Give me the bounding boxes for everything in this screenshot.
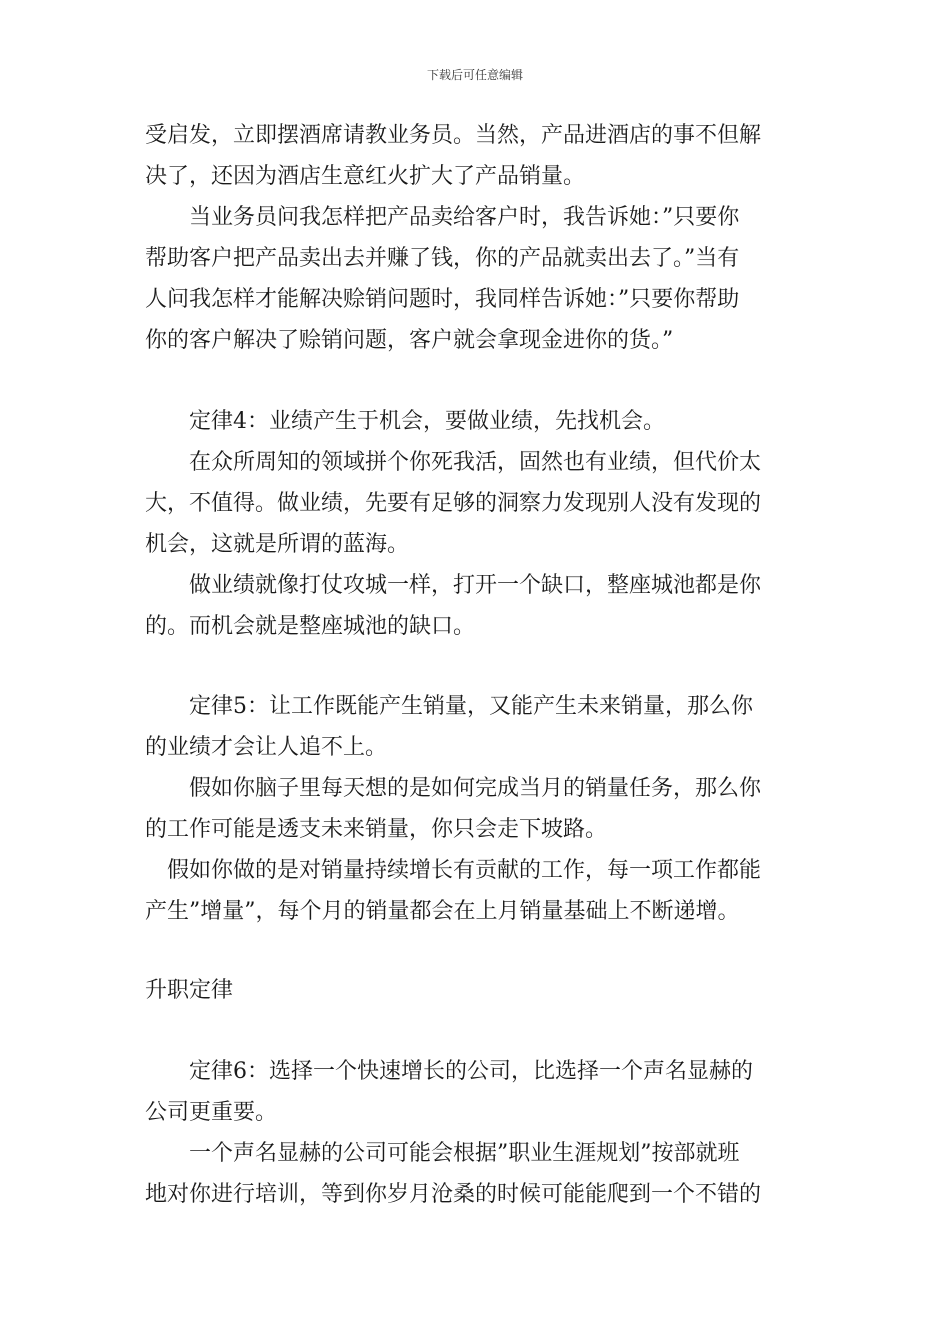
text-line: 一个声名显赫的公司可能会根据”职业生涯规划”按部就班	[145, 1141, 740, 1166]
text-line: 受启发，立即摆酒席请教业务员。当然，产品进酒店的事不但解	[145, 123, 762, 148]
text-line: 你的客户解决了赊销问题，客户就会拿现金进你的货。”	[145, 328, 674, 353]
text-line: 的工作可能是透支未来销量，你只会走下坡路。	[145, 817, 608, 842]
chapter-heading: 升职定律	[145, 978, 234, 1003]
text-line: 帮助客户把产品卖出去并赚了钱，你的产品就卖出去了。”当有	[145, 246, 740, 271]
section-heading: 定律6：选择一个快速增长的公司，比选择一个声名显赫的	[145, 1059, 753, 1084]
text-line: 当业务员问我怎样把产品卖给客户时，我告诉她：”只要你	[145, 205, 740, 230]
section-heading: 定律5：让工作既能产生销量，又能产生未来销量，那么你	[145, 694, 753, 719]
text-line: 地对你进行培训，等到你岁月沧桑的时候可能能爬到一个不错的	[145, 1182, 762, 1207]
text-line: 产生”增量”，每个月的销量都会在上月销量基础上不断递增。	[145, 899, 740, 924]
text-line: 假如你脑子里每天想的是如何完成当月的销量任务，那么你	[145, 776, 762, 801]
text-line: 大，不值得。做业绩，先要有足够的洞察力发现别人没有发现的	[145, 491, 762, 516]
text-line: 机会，这就是所谓的蓝海。	[145, 532, 410, 557]
text-line: 公司更重要。	[145, 1100, 278, 1125]
text-line: 假如你做的是对销量持续增长有贡献的工作，每一项工作都能	[145, 858, 762, 883]
text-line: 在众所周知的领域拼个你死我活，固然也有业绩，但代价太	[145, 450, 762, 475]
text-line: 决了，还因为酒店生意红火扩大了产品销量。	[145, 164, 586, 189]
page-header: 下载后可任意编辑	[426, 68, 523, 82]
text-line: 的。而机会就是整座城池的缺口。	[145, 614, 476, 639]
section-heading: 定律4：业绩产生于机会，要做业绩，先找机会。	[145, 409, 665, 434]
text-line: 的业绩才会让人追不上。	[145, 735, 388, 760]
text-line: 人问我怎样才能解决赊销问题时，我同样告诉她：”只要你帮助	[145, 287, 740, 312]
text-line: 做业绩就像打仗攻城一样，打开一个缺口，整座城池都是你	[145, 573, 762, 598]
